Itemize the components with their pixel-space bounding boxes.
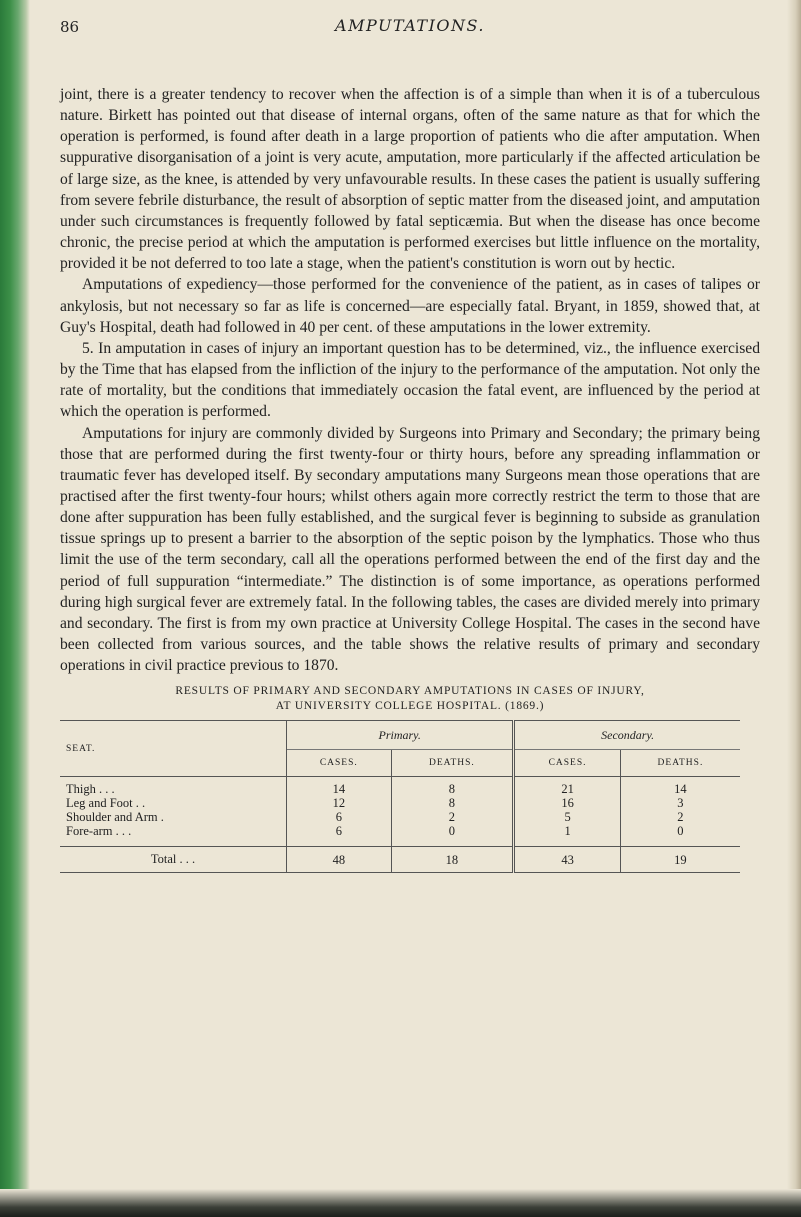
primary-deaths-header: DEATHS.	[391, 750, 514, 777]
primary-deaths-leg-and-foot: 8	[448, 796, 456, 811]
paragraph-3: 5. In amputation in cases of injury an important question has to be determined, viz., the influence exercised by the Time that has elapsed from the infliction of the injury to the performance of the amputation. Not only the rate of mortality, but the conditions that immediately occasion the fatal event, are influenced by the period at which the operation is performed.	[60, 339, 760, 421]
secondary-cases-shoulder-and-arm: 5	[564, 810, 571, 825]
seat-shoulder-and-arm: Shoulder and Arm .	[66, 810, 164, 825]
seat-fore-arm: Fore-arm . . .	[66, 824, 132, 839]
page-bottom-edge	[0, 1189, 801, 1217]
total-secondary-cases: 43	[514, 847, 621, 873]
secondary-cases-column	[514, 777, 621, 847]
table-caption-line-1: RESULTS OF PRIMARY AND SECONDARY AMPUTATIONS IN CASES OF INJURY,	[175, 685, 645, 698]
secondary-cases-thigh: 21	[561, 782, 574, 797]
primary-cases-thigh: 14	[332, 782, 346, 797]
primary-deaths-thigh: 8	[448, 782, 456, 797]
table-body-row	[60, 777, 740, 847]
primary-deaths-shoulder-and-arm: 2	[448, 810, 456, 825]
seat-leg-and-foot: Leg and Foot . .	[66, 796, 146, 811]
results-table	[60, 720, 740, 873]
secondary-deaths-leg-and-foot: 3	[677, 796, 684, 811]
primary-cases-header: CASES.	[287, 750, 392, 777]
page-right-edge	[787, 0, 801, 1217]
seat-column	[60, 777, 287, 847]
total-primary-cases: 48	[287, 847, 392, 873]
secondary-deaths-fore-arm: 0	[677, 824, 684, 839]
primary-cases-shoulder-and-arm: 6	[335, 810, 342, 825]
primary-deaths-column	[391, 777, 514, 847]
secondary-deaths-thigh: 14	[674, 782, 687, 797]
total-label: Total . . .	[60, 847, 287, 873]
primary-deaths-fore-arm: 0	[448, 824, 456, 839]
total-primary-deaths: 18	[391, 847, 514, 873]
primary-header: Primary.	[287, 721, 514, 750]
secondary-deaths-header: DEATHS.	[620, 750, 740, 777]
secondary-deaths-shoulder-and-arm: 2	[677, 810, 684, 825]
secondary-cases-fore-arm: 1	[564, 824, 571, 839]
page-number: 86	[60, 18, 80, 36]
primary-cases-column	[287, 777, 392, 847]
paragraph-4: Amputations for injury are commonly divided by Surgeons into Primary and Secondary; the primary being those that are performed during the first twenty-four or thirty hours, before any spreading inflammation or traumatic fever has developed itself. By secondary amputations many Surgeons mean those operations that are practised after the first twenty-four hours; whilst others again more correctly restrict the term to those that are done after suppuration has been fully established, and the surgical fever is beginning to subside as granulation tissue springs up to present a barrier to the absorption of the septic poison by the lymphatics. Those who thus limit the use of the term secondary, call all the operations performed between the end of the first day and the period of full suppuration “intermediate.” The distinction is of some importance, as operations performed during high surgical fever are extremely fatal. In the following tables, the cases are divided merely into primary and secondary. The first is from my own practice at University College Hospital. The cases in the second have been collected from various sources, and the table shows the relative results of primary and secondary operations in civil practice previous to 1870.	[60, 424, 760, 675]
primary-cases-fore-arm: 6	[335, 824, 342, 839]
book-page	[60, 0, 760, 873]
book-binding-edge	[0, 0, 30, 1217]
primary-cases-leg-and-foot: 12	[332, 796, 346, 811]
table-caption-line-2: AT UNIVERSITY COLLEGE HOSPITAL. (1869.)	[275, 700, 545, 713]
secondary-header: Secondary.	[514, 721, 740, 750]
paragraph-1: joint, there is a greater tendency to recover when the affection is of a simple than when it is of a tuberculous nature. Birkett has pointed out that disease of internal organs, often of the same nature as that for which the operation is performed, is found after death in a large proportion of patients who die after amputation. When suppurative disorganisation of a joint is very acute, amputation, more particularly if the affected articulation be of large size, as the knee, is attended by very unfavourable results. In these cases the patient is usually suffering from severe febrile disturbance, the result of absorption of septic matter from the diseased joint, and amputation under such circumstances is frequently followed by fatal septicæmia. But when the disease has once become chronic, the precise period at which the amputation is performed exercises but little influence on the mortality, provided it be not deferred to too late a stage, when the patient's constitution is worn out by hectic.	[60, 86, 760, 273]
page-header	[60, 0, 760, 48]
table-caption	[60, 684, 760, 714]
total-secondary-deaths: 19	[620, 847, 740, 873]
secondary-cases-header: CASES.	[514, 750, 621, 777]
secondary-cases-leg-and-foot: 16	[561, 796, 574, 811]
secondary-deaths-column	[620, 777, 740, 847]
paragraph-2: Amputations of expediency—those performed for the convenience of the patient, as in cases of talipes or ankylosis, but not necessary so far as life is concerned—are especially fatal. Bryant, in 1859, showed that, at Guy's Hospital, death had followed in 40 per cent. of these amputations in the lower extremity.	[60, 276, 760, 336]
running-title: AMPUTATIONS.	[335, 16, 485, 35]
seat-thigh: Thigh . . .	[66, 782, 115, 797]
table-total-row	[60, 847, 740, 873]
seat-header: SEAT.	[60, 721, 287, 777]
